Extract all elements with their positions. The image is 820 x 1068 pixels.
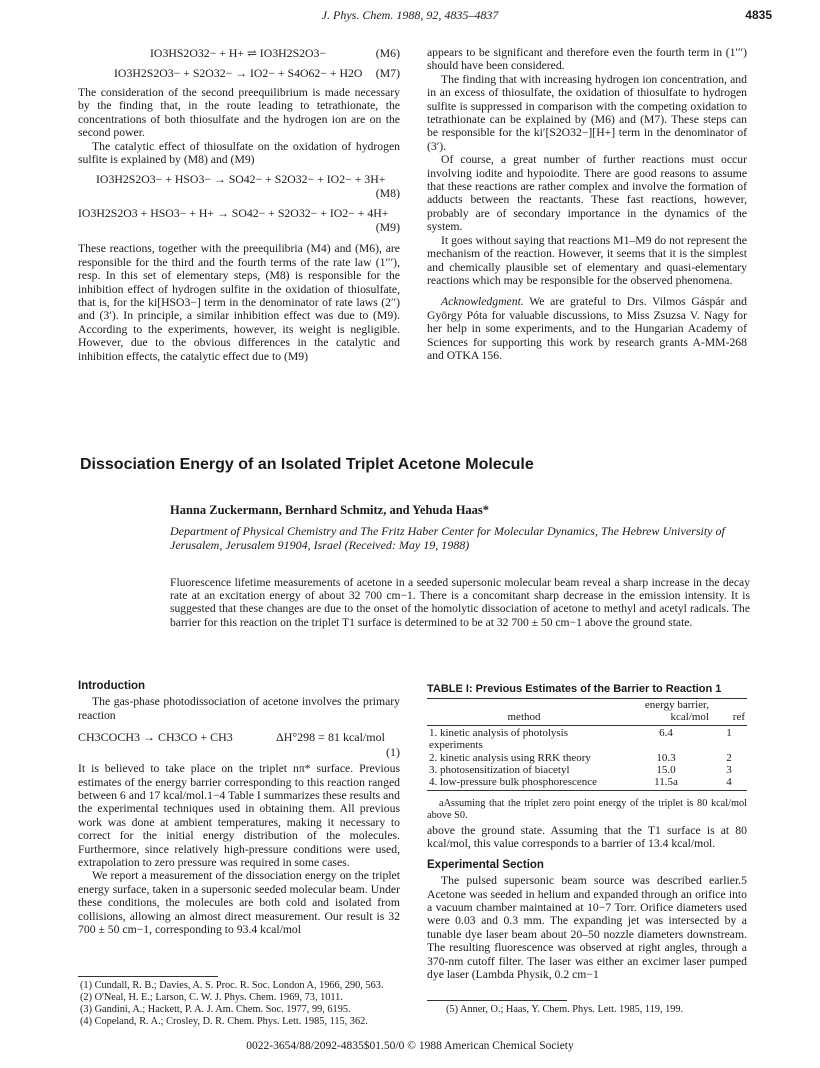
table-cell-method: 2. kinetic analysis using RRK theory: [429, 751, 591, 764]
column-header-ref: ref: [732, 711, 745, 724]
article-title: Dissociation Energy of an Isolated Triplet Acetone Molecule: [80, 456, 534, 473]
equation-m9-text: IO3H2S2O3 + HSO3− + H+ → SO42− + S2O32− + IO2− + 4H+: [78, 206, 389, 221]
table-cell-energy: 10.3: [656, 751, 676, 764]
acknowledgment-label: Acknowledgment.: [441, 295, 524, 309]
paragraph: The gas-phase photodissociation of acetone involves the primary reaction: [78, 695, 400, 722]
equation-m7-text: IO3H2S2O3− + S2O32− → IO2− + S4O62− + H2O: [114, 66, 363, 80]
equation-1-number: (1): [386, 745, 400, 760]
paragraph: above the ground state. Assuming that the T1 surface is at 80 kcal/mol, this value corresponds to a barrier of 13.4 kcal/mol.: [427, 824, 747, 851]
section-heading-experimental: Experimental Section: [427, 858, 544, 871]
paragraph: Of course, a great number of further reactions must occur involving iodite and hypoiodite. There are good reasons to assume that these reactions are rather complex and involve the formation of adducts between the reactants. These fast reactions, however, probably are of secondary importance in the dynamics of the system.: [427, 153, 747, 234]
paragraph: The consideration of the second preequilibrium is made necessary by the finding that, in the route leading to tetrathionate, the concentrations of both thiosulfate and the hydrogen ion are on the second power.: [78, 86, 400, 140]
footnote: (4) Copeland, R. A.; Crosley, D. R. Chem. Phys. Lett. 1985, 115, 362.: [80, 1016, 368, 1027]
footnote-rule: [427, 1000, 567, 1001]
table-cell-energy: 15.0: [656, 764, 676, 777]
table-cell-method: 3. photosensitization of biacetyl: [429, 764, 570, 777]
page-number: 4835: [745, 8, 772, 22]
table-row: [427, 764, 747, 776]
table-cell-ref: 3: [726, 764, 732, 777]
equation-m7-number: (M7): [375, 66, 400, 80]
table-caption: TABLE I: Previous Estimates of the Barrier to Reaction 1: [427, 683, 722, 695]
equation-1-text: CH3COCH3 → CH3CO + CH3: [78, 730, 233, 745]
column-header-method: method: [507, 711, 541, 724]
footnote: (3) Gandini, A.; Hackett, P. A. J. Am. Chem. Soc. 1977, 99, 6195.: [80, 1004, 351, 1015]
equation-m6: [150, 46, 400, 60]
table-cell-ref: 1: [726, 726, 732, 739]
introduction-column: [78, 680, 400, 937]
paragraph: The pulsed supersonic beam source was described earlier.5 Acetone was seeded in helium and expanded through an orifice into a vacuum chamber maintained at 10−7 Torr. Orifice diameters used were 0.03 and 0.3 mm. The expanding jet was intersected by a tunable dye laser beam about 20–50 nozzle diameters downstream. The resulting fluorescence was observed at right angles, through a 370-nm cutoff filter. The laser was either an excimer laser pumped dye laser (Lambda Physik, 0.2 cm−1: [427, 874, 747, 982]
equation-m9: [78, 206, 400, 234]
equation-1-enthalpy: ΔH°298 = 81 kcal/mol: [276, 730, 385, 745]
footnotes-left: [80, 980, 402, 1028]
left-top-column: [78, 46, 400, 363]
table-cell-method: 4. low-pressure bulk phosphorescence: [429, 776, 598, 789]
table-row: [427, 727, 747, 752]
equation-m8-number: (M8): [375, 186, 400, 201]
right-top-column: [427, 46, 747, 362]
table-cell-ref: 2: [726, 751, 732, 764]
paragraph: The catalytic effect of thiosulfate on the oxidation of hydrogen sulfite is explained by (M8) and (M9): [78, 139, 400, 167]
table-header-rule: [427, 725, 747, 726]
equation-m7: [114, 66, 400, 80]
journal-citation: J. Phys. Chem. 1988, 92, 4835–4837: [321, 8, 499, 22]
equation-1: [78, 730, 400, 760]
right-lower-column: [427, 824, 747, 981]
column-header-energy-line2: kcal/mol: [670, 711, 709, 724]
abstract: Fluorescence lifetime measurements of acetone in a seeded supersonic molecular beam reveal a sharp increase in the decay rate at an excitation energy of about 32 700 cm−1. There is a concomitant sharp decrease in the emission intensity. It is suggested that these changes are due to the onset of the homolytic dissociation of acetone to methyl and acetyl radicals. The barrier for this reaction on the triplet T1 surface is determined to be at 32 700 ± 50 cm−1 above the ground state.: [170, 576, 750, 629]
equation-m6-number: (M6): [375, 46, 400, 60]
footnote-right: (5) Anner, O.; Haas, Y. Chem. Phys. Lett. 1985, 119, 199.: [446, 1004, 684, 1015]
table-cell-energy: 11.5a: [654, 776, 678, 789]
table-row: [427, 752, 747, 764]
equation-m6-text: IO3HS2O32− + H+ ⇌ IO3H2S2O3−: [150, 46, 327, 60]
running-header: [0, 8, 820, 28]
paragraph: It goes without saying that reactions M1–M9 do not represent the mechanism of the reaction. However, it seems that it is the simplest and chemically plausible set of elementary and quasi-elementary reactions which may be responsible for the observed phenomena.: [427, 233, 747, 287]
paragraph: It is believed to take place on the triplet nπ* surface. Previous estimates of the energy barrier corresponding to this reaction ranged between 6 and 17 kcal/mol.1−4 Table I summarizes these results and the experimental techniques used in obtaining them. All previous work was done at ambient temperatures, making it necessary to correct for the initial energy distribution of the molecules. Furthermore, since relatively high-pressure conditions were used, extrapolation to zero pressure was required in some cases.: [78, 762, 400, 870]
paragraph: appears to be significant and therefore even the fourth term in (1′′′) should have been considered.: [427, 46, 747, 73]
column-header-energy-line1: energy barrier,: [644, 699, 709, 711]
author-affiliation: Department of Physical Chemistry and The Fritz Haber Center for Molecular Dynamics, The Hebrew University of Jerusalem, Jerusalem 91904, Israel (Received: May 19, 1988): [170, 524, 725, 552]
table-header-row: [427, 699, 747, 724]
acknowledgment-text: We are grateful to Drs. Vilmos Gáspár and György Póta for valuable discussions, to Miss Zsuzsa V. Nagy for her help in some experiments, and to the Hungarian Academy of Sciences for supporting this work by research grants A-MM-268 and OTKA 156.: [427, 295, 747, 362]
footnote: (1) Cundall, R. B.; Davies, A. S. Proc. R. Soc. London A, 1966, 290, 563.: [80, 980, 384, 991]
column-header-energy: [621, 699, 711, 724]
footnote: (2) O'Neal, H. E.; Larson, C. W. J. Phys. Chem. 1969, 73, 1011.: [80, 992, 343, 1003]
table-body: [427, 699, 747, 792]
paragraph: These reactions, together with the preequilibria (M4) and (M6), are responsible for the third and the fourth terms of the rate law (1′′′), resp. In this set of elementary steps, (M8) is responsible for the inhibition effect of hydrogen sulfite in the oxidation of thiosulfate, that is, for the ki[HSO3−] term in the denominator of rate laws (2′′) and (3′). In principle, a similar inhibition effect was due to (M9). According to the experiments, however, its weight is negligible. However, due to the obvious differences in the catalytic and inhibition effects, the catalytic effect due to (M9): [78, 242, 400, 363]
equation-m8-text: IO3H2S2O3− + HSO3− → SO42− + S2O32− + IO2− + 3H+: [96, 172, 386, 187]
table-footnote: aAssuming that the triplet zero point energy of the triplet is 80 kcal/mol above S0.: [427, 797, 747, 821]
page-footer: 0022-3654/88/2092-4835$01.50/0 © 1988 American Chemical Society: [246, 1040, 574, 1052]
table-bottom-rule: [427, 790, 747, 791]
footnote-rule: [78, 976, 218, 977]
paragraph: We report a measurement of the dissociation energy on the triplet energy surface, taken in a supersonic seeded molecular beam. Under these conditions, the molecules are both cold and isolated from collisions, allowing an almost direct measurement. Our result is 32 700 ± 50 cm−1, corresponding to 93.4 kcal/mol: [78, 869, 400, 937]
table-cell-method: 1. kinetic analysis of photolysis experiments: [429, 726, 569, 752]
equation-m9-number: (M9): [375, 220, 400, 235]
table-row: [427, 776, 747, 788]
table-1: [427, 683, 747, 822]
paragraph: The finding that with increasing hydrogen ion concentration, and in an excess of thiosulfate, the oxidation of thiosulfate to hydrogen sulfite is suppressed in comparison with the competing oxidation to tetrathionate can be explained by (M6) and (M7). These steps can be responsible for the ki′[S2O32−][H+] term in the denominator of (3′).: [427, 72, 747, 153]
table-cell-energy: 6.4: [659, 726, 673, 739]
acknowledgment: [427, 295, 747, 362]
section-heading-introduction: Introduction: [78, 680, 146, 692]
article-authors: Hanna Zuckermann, Bernhard Schmitz, and Yehuda Haas*: [170, 503, 490, 517]
equation-m8: [78, 172, 400, 200]
table-cell-ref: 4: [726, 776, 732, 789]
